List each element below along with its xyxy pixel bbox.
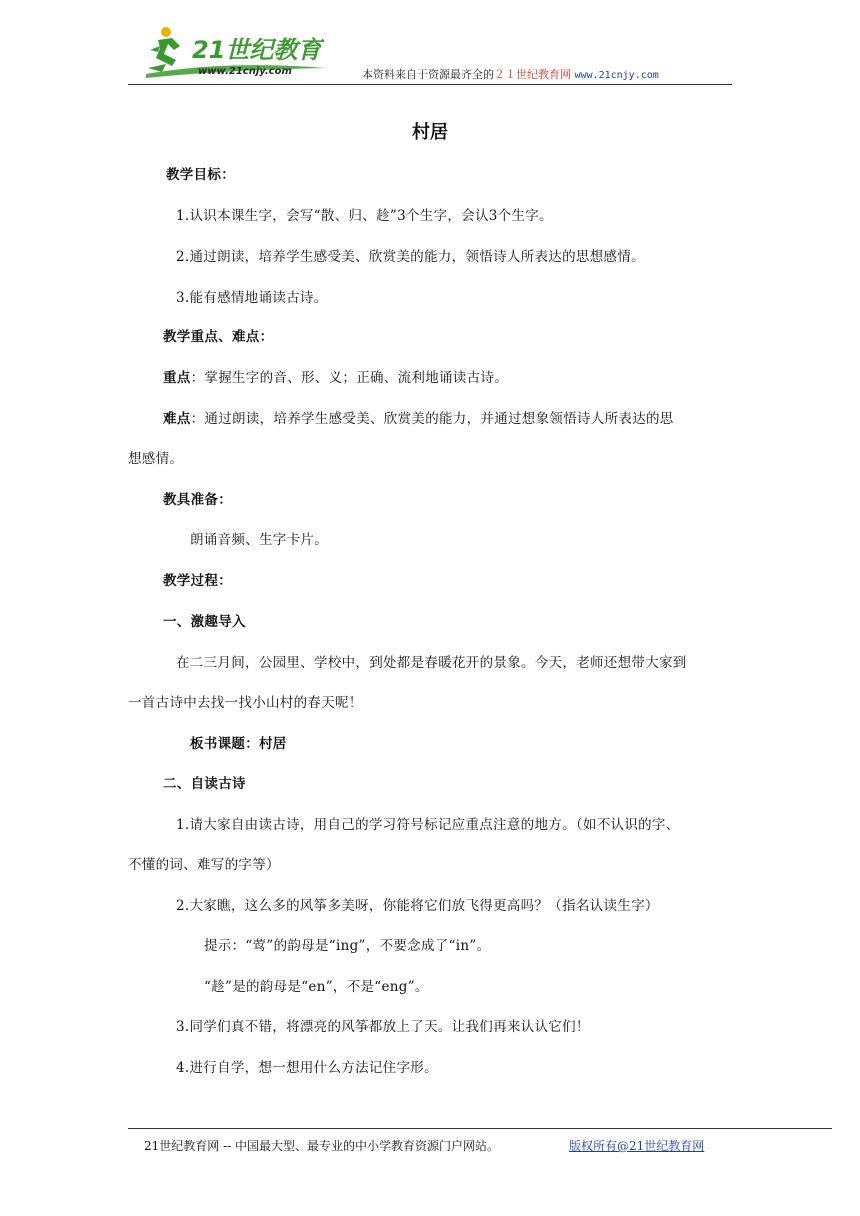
- source-site[interactable]: ２１世纪教育网: [494, 68, 571, 81]
- logo-graphic: [136, 20, 336, 82]
- copyright-link[interactable]: 版权所有@21世纪教育网: [569, 1139, 705, 1153]
- key-point: [163, 366, 508, 386]
- key-hard-heading: 教学重点、难点：: [163, 329, 274, 345]
- site-logo[interactable]: [136, 20, 336, 82]
- hard-text-2: 想感情。: [128, 451, 184, 467]
- step2-heading: 二、自读古诗: [163, 776, 246, 792]
- step2-item-3: 3.同学们真不错，将漂亮的风筝都放上了天。让我们再来认认它们！: [176, 1019, 590, 1035]
- source-prefix: 本资料来自于资源最齐全的: [362, 68, 494, 81]
- source-url[interactable]: www.21cnjy.com: [574, 70, 659, 81]
- key-label: 重点: [163, 370, 191, 386]
- process-heading: 教学过程：: [163, 573, 232, 589]
- step2-item-2: 2.大家瞧，这么多的风筝多美呀，你能将它们放飞得更高吗？（指名认读生字）: [176, 898, 659, 914]
- step2-item-4: 4.进行自学，想一想用什么方法记住字形。: [176, 1060, 438, 1076]
- step1-para-1: 在二三月间，公园里、学校中，到处都是春暖花开的景象。今天，老师还想带大家到: [176, 655, 687, 671]
- footer-text: 21世纪教育网 -- 中国最大型、最专业的中小学教育资源门户网站。: [144, 1139, 500, 1153]
- page-header: [128, 18, 732, 85]
- goals-heading: 教学目标：: [166, 167, 235, 183]
- step1-board: 板书课题：村居: [190, 736, 287, 752]
- step2-item-1b: 不懂的词、难写的字等）: [128, 857, 280, 873]
- logo-url: www.21cnjy.com: [198, 66, 292, 77]
- tools-heading: 教具准备：: [163, 492, 232, 508]
- goal-2: 2.通过朗读，培养学生感受美、欣赏美的能力，领悟诗人所表达的思想感情。: [176, 249, 645, 265]
- hard-label: 难点: [163, 411, 191, 427]
- goal-3: 3.能有感情地诵读古诗。: [176, 290, 328, 306]
- logo-text: 21世纪教育: [192, 36, 322, 64]
- tools-text: 朗诵音频、生字卡片。: [190, 532, 328, 548]
- step1-para-2: 一首古诗中去找一找小山村的春天呢！: [128, 695, 363, 711]
- step2-item-1a: 1.请大家自由读古诗，用自己的学习符号标记应重点注意的地方。（如不认识的字、: [176, 817, 680, 833]
- tip-1: 提示：“莺”的韵母是“ing”，不要念成了“in”。: [204, 938, 491, 954]
- page-title: 村居: [412, 122, 448, 143]
- header-source-text: [362, 66, 659, 82]
- key-text: ：掌握生字的音、形、义；正确、流利地诵读古诗。: [190, 370, 509, 386]
- hard-point: [163, 407, 674, 427]
- step1-heading: 一、激趣导入: [163, 614, 246, 630]
- goal-1: 1.认识本课生字，会写“散、归、趁”3个生字，会认3个生字。: [176, 208, 553, 224]
- tip-2: “趁”是的韵母是“en”，不是“eng”。: [204, 979, 429, 995]
- page-footer: [128, 1128, 832, 1153]
- hard-text-1: ：通过朗读，培养学生感受美、欣赏美的能力，并通过想象领悟诗人所表达的思: [190, 411, 674, 427]
